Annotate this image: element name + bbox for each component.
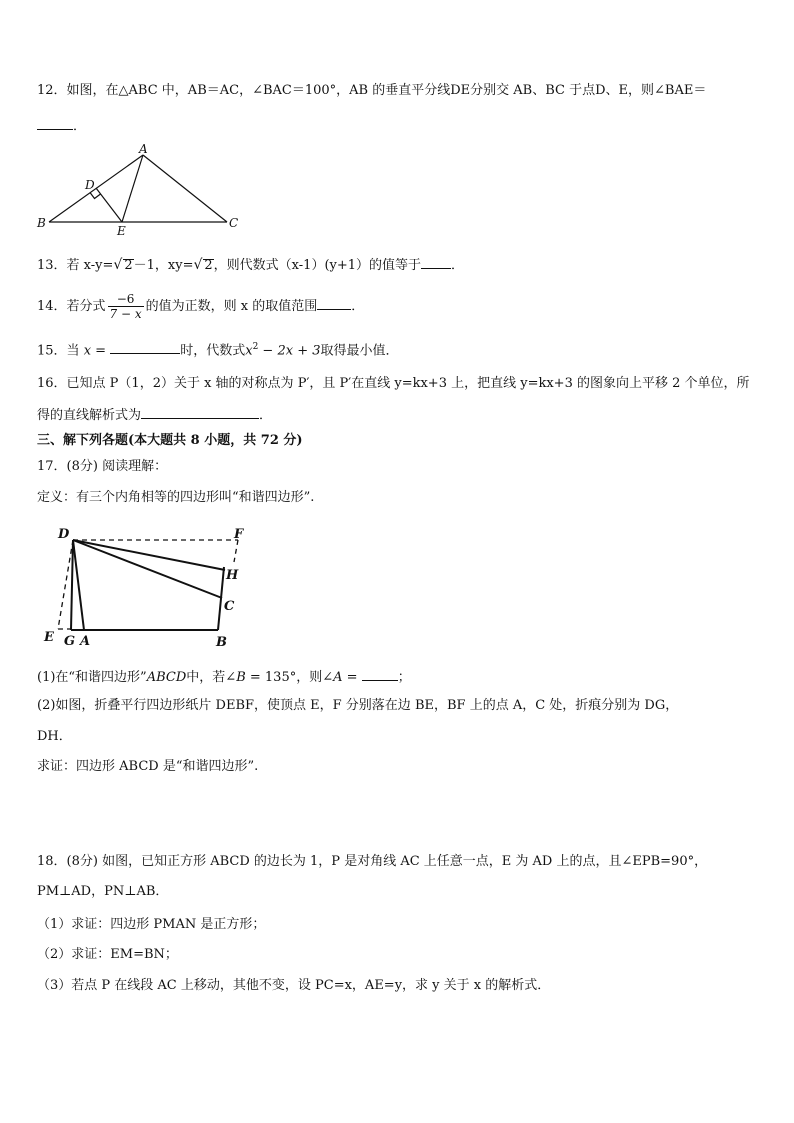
dashed-segment-FH (234, 540, 238, 562)
q16-line1: 16．已知点 P（1，2）关于 x 轴的对称点为 P′，且 P′在直线 y=kx+3 上，把直线 y=kx+3 的图象向上平移 2 个单位，所 (37, 376, 750, 391)
segment-DH (73, 540, 225, 570)
segment-AE (122, 155, 143, 222)
q14-fraction: $\frac{-6}{7 - x}$ (109, 292, 142, 321)
label-C: C (224, 599, 235, 614)
q18-sub2: （2）求证：EM=BN； (37, 947, 178, 962)
q18-line2: PM⊥AD，PN⊥AB． (37, 884, 169, 899)
q15-answer-blank[interactable] (110, 340, 180, 354)
q17-definition: 定义：有三个内角相等的四边形叫“和谐四边形”. (37, 490, 315, 505)
q17-parallelogram-figure (38, 522, 253, 650)
label-H: H (226, 568, 239, 583)
q12-answer-blank[interactable] (37, 116, 73, 130)
q16-answer-blank[interactable] (141, 405, 259, 419)
q16-line2: 得的直线解析式为 ． (37, 405, 272, 425)
label-E: E (117, 224, 126, 237)
segment-DA (73, 540, 84, 630)
label-A: A (80, 634, 91, 649)
segment-AC (143, 155, 227, 222)
q17-part1: (1)在“和谐四边形”ABCD中，若∠B = 135°，则∠A = ； (37, 667, 411, 687)
q13-answer-blank[interactable] (421, 255, 451, 269)
label-E: E (44, 630, 54, 645)
section-3-heading: 三、解下列各题(本大题共 8 小题，共 72 分) (37, 433, 303, 448)
q14-line: 14．若分式 $\frac{-6}{7 - x}$ 的值为正数，则 x 的取值范围 ． (37, 292, 365, 321)
q17-proof: 求证：四边形 ABCD 是“和谐四边形”. (37, 759, 259, 774)
q17-title: 17．(8分) 阅读理解： (37, 459, 168, 474)
q17-answer-blank[interactable] (362, 667, 398, 681)
q14-answer-blank[interactable] (317, 296, 351, 310)
q17-part2-line2: DH． (37, 729, 72, 744)
label-B: B (37, 216, 46, 230)
q18-sub1: （1）求证：四边形 PMAN 是正方形； (37, 917, 266, 932)
q13-line: 13．若 x-y=√ 2－1，xy=√ 2，则代数式（x-1）(y+1）的值等于 ． (37, 257, 465, 273)
q15-line: 15．当 x = 时，代数式$x^2 - 2x + 3$取得最小值． (37, 342, 399, 359)
right-angle-mark (90, 193, 101, 199)
q12-triangle-figure (35, 142, 250, 237)
label-F: F (234, 527, 244, 542)
q12-line1: 12．如图，在△ABC 中，AB＝AC，∠BAC＝100°，AB 的垂直平分线DE分别交 AB、BC 于点D、E，则∠BAE＝ (37, 83, 707, 98)
segment-DC (73, 540, 222, 598)
label-D: D (85, 178, 95, 192)
q18-sub3: （3）若点 P 在线段 AC 上移动，其他不变，设 PC=x，AE=y，求 y 关于 x 的解析式． (37, 978, 551, 993)
label-G: G (64, 634, 76, 649)
segment-DE (96, 188, 122, 222)
label-B: B (216, 635, 227, 650)
label-A: A (139, 142, 148, 156)
q18-line1: 18．(8分) 如图，已知正方形 ABCD 的边长为 1，P 是对角线 AC 上任意一点，E 为 AD 上的点，且∠EPB=90°， (37, 854, 708, 869)
q17-part2-line1: (2)如图，折叠平行四边形纸片 DEBF，使顶点 E，F 分别落在边 BE，BF 上的点 A，C 处，折痕分别为 DG， (37, 698, 679, 713)
label-D: D (58, 527, 70, 542)
label-C: C (229, 216, 239, 230)
q12-line2: ． (37, 116, 86, 136)
